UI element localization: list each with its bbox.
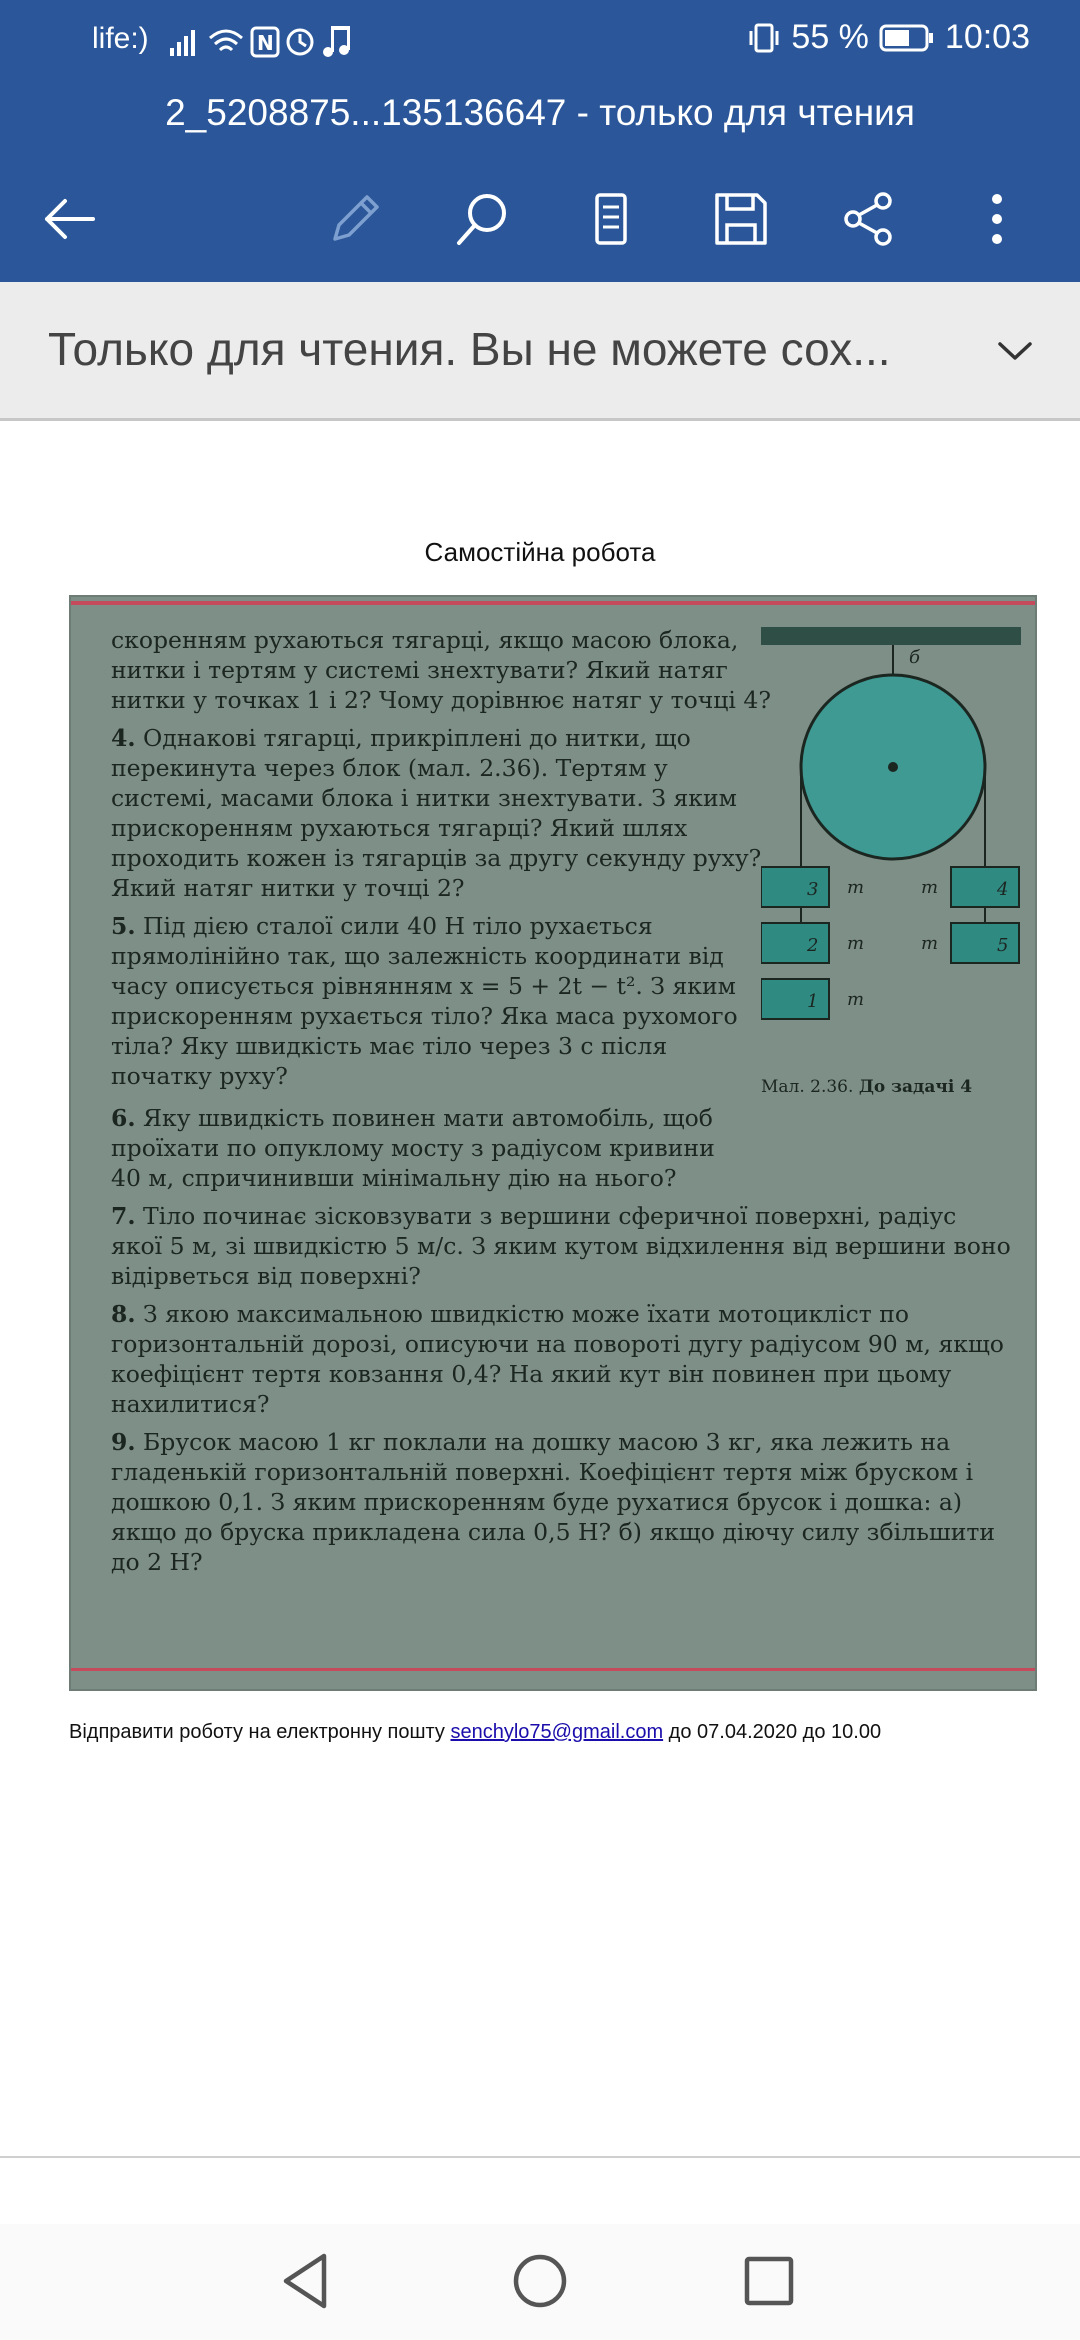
search-button[interactable] [448,184,518,254]
page-heading: Самостійна робота [424,537,656,567]
battery-percent: 55 % [791,18,869,56]
figure-pulley [761,627,1031,1137]
save-icon [711,189,771,249]
nav-recents-icon[interactable] [734,2246,804,2316]
problem-6 [111,1103,751,1193]
weight-4 [951,867,1019,907]
svg-text:4: 4 [997,879,1009,900]
back-arrow-icon [39,189,99,249]
reading-view-button[interactable] [576,184,646,254]
document-title: 2_5208875...135136647 - только для чтения [165,92,915,133]
mass-label: m [847,933,865,954]
weight-1 [761,979,829,1019]
problem-4 [111,723,771,903]
problem-number: 8. [111,1300,136,1328]
email-link[interactable]: senchylo75@gmail.com [450,1721,664,1743]
problem-3-tail: скоренням рухаються тягарці, якщо масою блока, нитки і тертям у системі знехтувати? Який натяг нитки у точках 1 і 2? Чому дорівнює натяг у точці 4? [111,626,771,714]
textbook-photo [69,595,1037,1691]
problem-9 [111,1427,1011,1577]
problem-number: 9. [111,1428,136,1456]
pulley-axle [888,762,898,772]
problem-number: 5. [111,912,136,940]
svg-text:5: 5 [997,935,1009,956]
problem-number: 6. [111,1104,136,1132]
carrier-label: life:) [92,22,149,55]
more-vert-icon [967,189,1027,249]
label-b: б [909,647,920,668]
weight-3 [761,867,829,907]
note-prefix: Відправити роботу на електронну пошту [69,1721,451,1743]
page-divider [0,2156,1080,2158]
pulley-diagram [761,627,1031,1127]
weight-2 [761,923,829,963]
svg-text:2: 2 [807,935,819,956]
edit-pencil-icon [325,189,385,249]
svg-text:3: 3 [807,879,819,900]
share-icon [839,189,899,249]
caption-label: Мал. 2.36. [761,1077,854,1097]
submission-note [69,1721,881,1744]
note-suffix: до 07.04.2020 до 10.00 [663,1721,882,1743]
chevron-down-icon[interactable] [990,326,1040,376]
problem-text: Однакові тягарці, прикріплені до нитки, що перекинута через блок (мал. 2.36). Тертям у системі, масами блока і нитки знехтувати. З яким прискоренням рухаються тягарці? Який шлях проходить кожен із тягарців за другу секунду руху? Який натяг нитки у точці 2? [111,724,762,902]
share-button[interactable] [834,184,904,254]
search-icon [453,189,513,249]
app-bar [0,0,1080,282]
mass-label: m [921,877,939,898]
signal-icon [170,30,195,56]
system-navigation-bar [0,2224,1080,2340]
edit-button[interactable] [320,184,390,254]
battery-icon [879,23,935,53]
page-edge-line [71,601,1035,605]
mass-label: m [847,989,865,1010]
mass-label: m [847,877,865,898]
figure-caption [761,1077,972,1097]
wifi-icon [210,31,242,50]
problem-number: 4. [111,724,136,752]
problem-text: Яку швидкість повинен мати автомобіль, щоб проїхати по опуклому мосту з радіусом кривини 40 м, спричинивши мінімальну дію на нього? [111,1104,715,1192]
notice-text: Только для чтения. Вы не можете сох... [48,323,891,375]
problem-text: Тіло починає зісковзувати з вершини сферичної поверхні, радіус якої 5 м, зі швидкістю 5 м/с. З яким кутом відхилення від вершини воно відірветься від поверхні? [111,1202,1011,1290]
ceiling-beam [761,627,1021,645]
mass-label: m [921,933,939,954]
vibrate-icon [747,21,781,55]
svg-text:1: 1 [807,991,819,1012]
music-icon [323,26,350,57]
back-button[interactable] [34,184,104,254]
save-button[interactable] [706,184,776,254]
nav-back-icon[interactable] [272,2246,342,2316]
read-only-notice[interactable] [0,282,1080,421]
alarm-icon [288,30,312,54]
problem-number: 7. [111,1202,136,1230]
status-icons [168,22,388,62]
problem-text: З якою максимальною швидкістю може їхати мотоцикліст по горизонтальній дорозі, описуючи на повороті дугу радіусом 90 м, якщо коефіцієнт тертя ковзання 0,4? На який кут він повинен при цьому нахилитися? [111,1300,1004,1418]
problem-text: Брусок масою 1 кг поклали на дошку масою 3 кг, яка лежить на гладенькій горизонтальній поверхні. Коефіцієнт тертя між бруском і дошкою 0,1. З яким прискоренням буде рухатися брусок і дошка: а) якщо до бруска прикладена сила 0,5 Н? б) якщо діючу силу збільшити до 2 Н? [111,1428,996,1576]
status-right [747,18,1030,57]
caption-title: До задачі 4 [858,1077,973,1097]
problem-7 [111,1201,1011,1291]
weight-5 [951,923,1019,963]
problem-text: Під дією сталої сили 40 Н тіло рухається прямолінійно так, що залежність координати від часу описується рівнянням x = 5 + 2t − t². З яким прискоренням рухається тіло? Яка маса рухомого тіла? Яку швидкість має тіло через 3 с після початку руху? [111,912,738,1090]
problem-5 [111,911,771,1091]
clock: 10:03 [944,18,1030,56]
reading-view-icon [581,189,641,249]
toolbar [0,172,1080,262]
document-page [0,421,1080,2156]
more-options-button[interactable] [962,184,1032,254]
svg-text:N: N [257,31,274,55]
page-edge-line-bottom [71,1668,1035,1671]
problem-8 [111,1299,1011,1419]
status-bar [0,0,1080,84]
nav-home-icon[interactable] [505,2246,575,2316]
